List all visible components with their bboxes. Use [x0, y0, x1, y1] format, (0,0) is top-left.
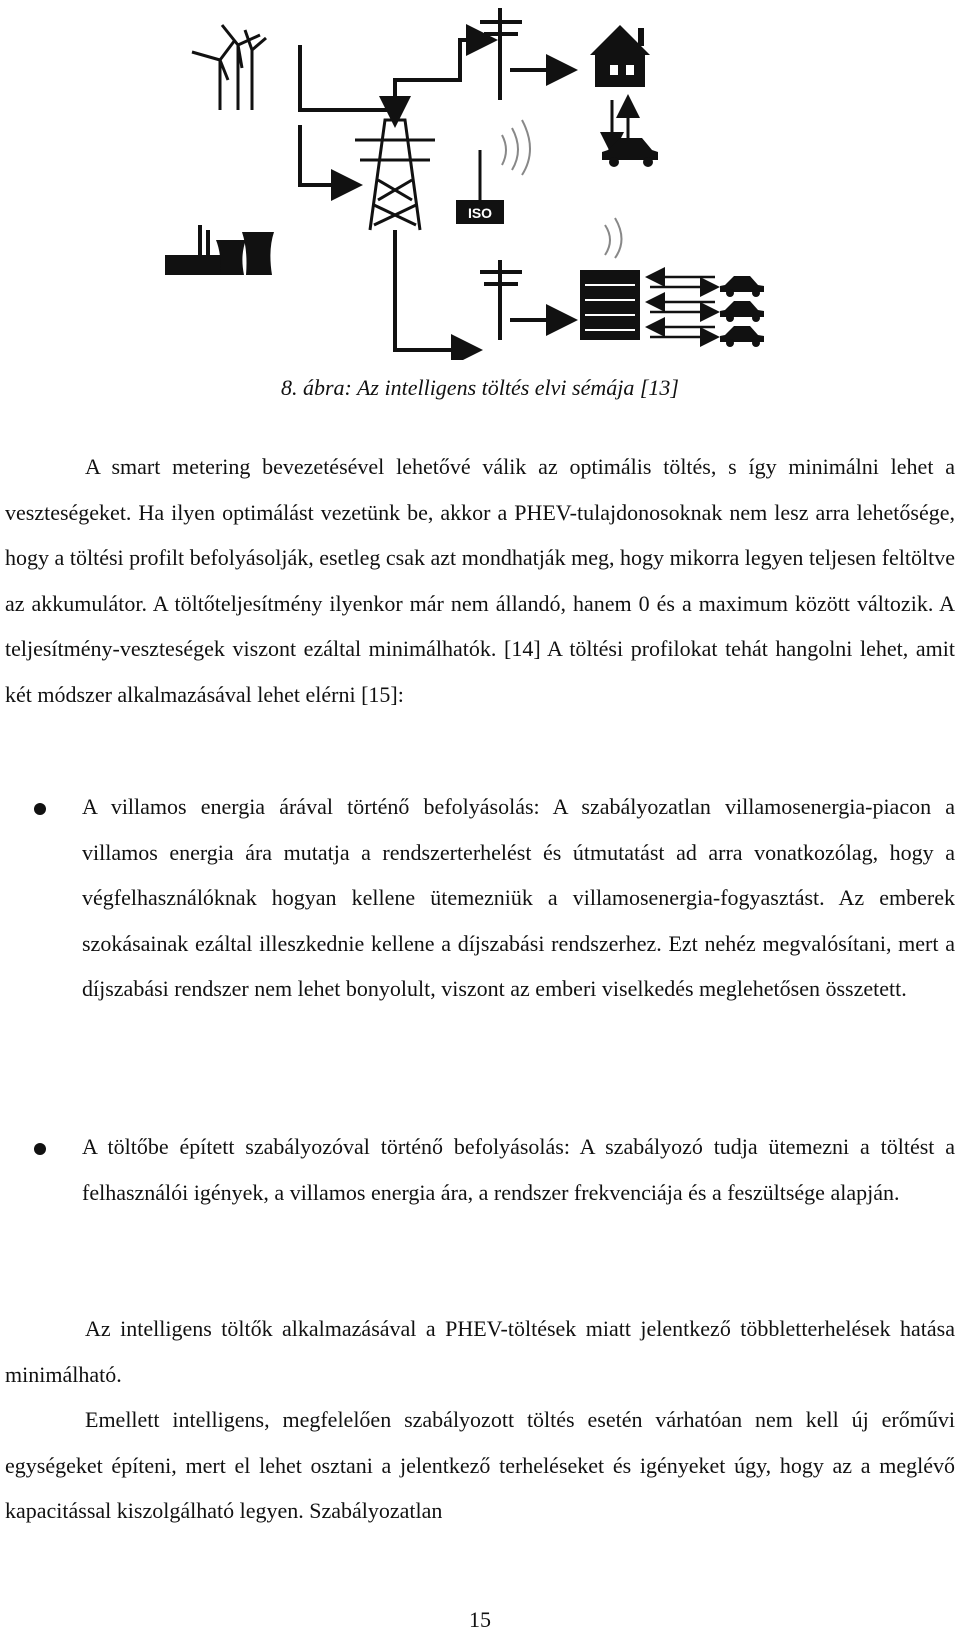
power-plant-icon — [165, 225, 274, 275]
parking-garage-icon — [580, 218, 640, 340]
car-icon — [720, 326, 764, 347]
iso-label: ISO — [467, 205, 493, 221]
utility-pole-icon-bottom — [480, 260, 522, 340]
utility-pole-icon — [480, 8, 522, 100]
page-number: 15 — [469, 1607, 491, 1632]
transmission-tower-icon — [355, 120, 435, 230]
figure-caption: 8. ábra: Az intelligens töltés elvi sémája [13] — [280, 375, 679, 400]
wind-turbines-icon — [192, 25, 266, 110]
car-icon — [720, 301, 764, 322]
paragraph-intelligent-chargers: Az intelligens töltők alkalmazásával a PHEV-töltések miatt jelentkező többletterhelések hatása minimálható. — [5, 1316, 955, 1387]
paragraph-smart-metering: A smart metering bevezetésével lehetővé válik az optimális töltés, s így minimálni lehet a veszteségeket. Ha ilyen optimálást vezetünk be, akkor a PHEV-tulajdonosoknak nem lesz arra lehetősége, hogy a töltési profilt befolyásolják, esetleg csak azt mondhatják meg, hogy mikorra legyen teljesen feltöltve az akkumulátor. A töltőteljesítmény ilyenkor már nem állandó, hanem 0 és a maximum között változik. A teljesítmény-veszteségek viszont ezáltal minimálhatók. [14] A töltési profilokat tehát hangolni lehet, amit két módszer alkalmazásával lehet elérni [15]: — [5, 454, 955, 707]
iso-antenna-icon — [456, 120, 530, 224]
bullet-controller-influence: A töltőbe épített szabályozóval történő befolyásolás: A szabályozó tudja ütemezni a töltést a felhasználói igények, a villamos energia ára, a rendszer frekvenciája és a feszültsége alapján. — [82, 1134, 955, 1205]
paragraph-power-plants: Emellett intelligens, megfelelően szabályozott töltés esetén várhatóan nem kell új erőművi egységeket építeni, mert el lehet osztani a jelentkező terheléseket és igényeket úgy, hogy az a meglévő kapacitással kiszolgálható legyen. Szabályozatlan — [5, 1407, 955, 1523]
smart-charging-diagram — [150, 0, 810, 360]
car-icon — [602, 138, 658, 167]
bullet-marker — [34, 803, 46, 815]
house-icon — [590, 25, 650, 87]
car-icon — [720, 276, 764, 297]
bullet-marker — [34, 1143, 46, 1155]
bullet-price-influence: A villamos energia árával történő befolyásolás: A szabályozatlan villamosenergia-piacon a villamos energia ára mutatja a rendszerterhelést és útmutatást ad arra vonatkozólag, hogy a végfelhasználóknak hogyan kellene ütemezniük a villamosenergia-fogyasztást. Az emberek szokásainak ezáltal illeszkednie kellene a díjszabási rendszerhez. Ezt nehéz megvalósítani, mert a díjszabási rendszer nem lehet bonyolult, viszont az emberi viselkedés meglehetősen összetett. — [82, 794, 955, 1001]
